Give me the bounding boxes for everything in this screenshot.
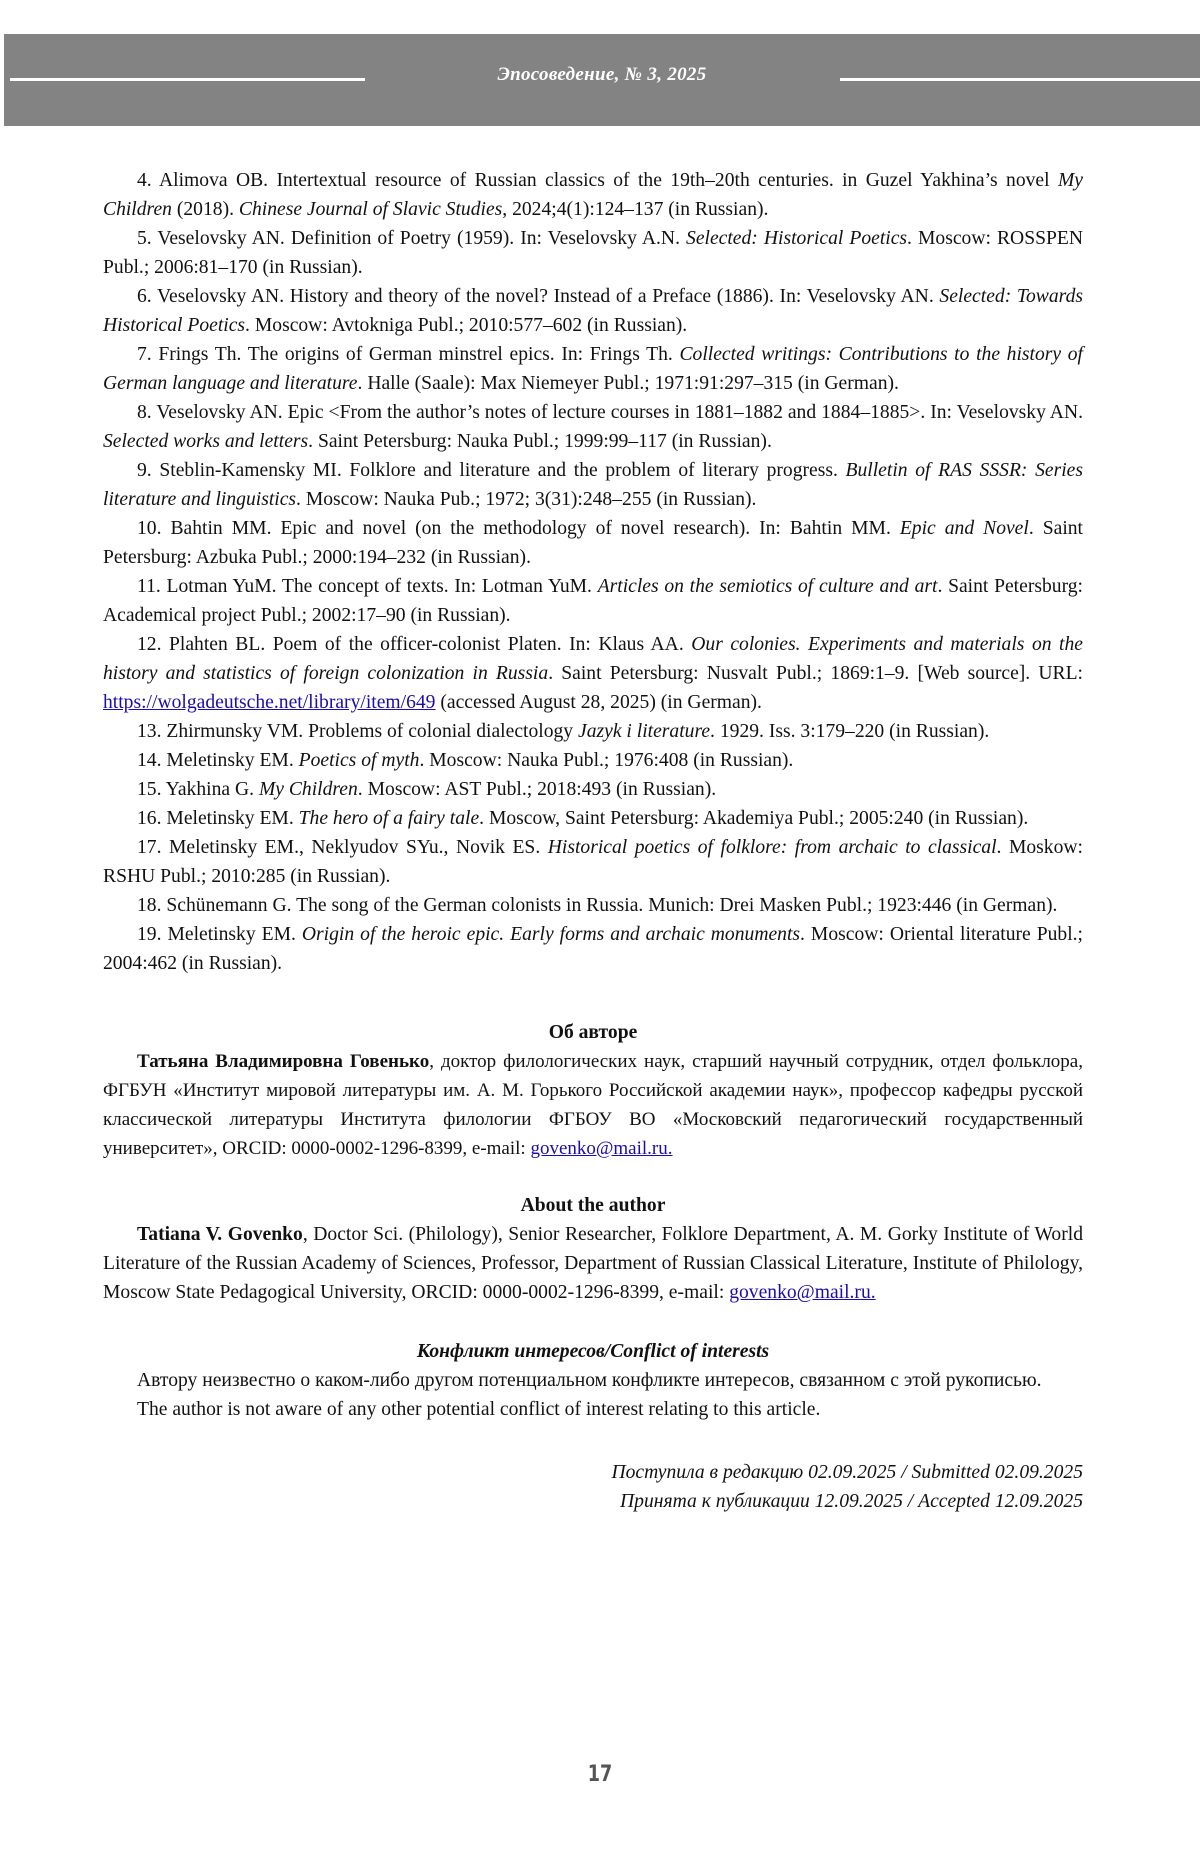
- author-bio-en: , Doctor Sci. (Philology), Senior Researcher, Folklore Department, A. M. Gorky Institute of World Literature of the Russian Academy of Sciences, Professor, Department of Russian Classical Literature, Institute of Philology, Moscow State Pedagogical University, ORCID: 0000-0002-1296-8399, e-mail:: [103, 1224, 1083, 1303]
- about-author-en-text: [103, 1220, 1083, 1307]
- reference-italic-title: Collected writings: Contributions to the history of German language and literature: [103, 344, 1084, 394]
- reference-italic-title: Articles on the semiotics of culture and art: [597, 576, 938, 597]
- about-author-ru: [103, 1018, 1083, 1163]
- reference-item: [103, 833, 1083, 891]
- accepted-date: Принята к публикации 12.09.2025 / Accepted 12.09.2025: [620, 1491, 1083, 1512]
- journal-header-bar: [4, 34, 1200, 126]
- reference-text: , 2024;4(1):124–137 (in Russian).: [502, 199, 769, 220]
- reference-italic-title: The hero of a fairy tale: [298, 808, 480, 829]
- reference-italic-title: My Children: [258, 779, 358, 800]
- header-rule-right: [840, 78, 1200, 81]
- conflict-title: Конфликт интересов/Conflict of interests: [416, 1341, 770, 1362]
- reference-text: 13. Zhirmunsky VM. Problems of colonial dialectology: [137, 721, 578, 742]
- reference-text: 11. Lotman YuM. The concept of texts. In: Lotman YuM.: [137, 576, 598, 597]
- reference-text: 4. Alimova OB. Intertextual resource of Russian classics of the 19th–20th centuries. in Guzel Yakhina’s novel: [137, 170, 1058, 191]
- reference-item: [103, 572, 1083, 630]
- reference-item: [103, 804, 1083, 833]
- reference-item: [103, 891, 1083, 920]
- about-author-ru-title: Об авторе: [548, 1022, 638, 1043]
- author-email-link-en[interactable]: govenko@mail.ru.: [729, 1282, 876, 1303]
- reference-item: [103, 282, 1083, 340]
- reference-item: [103, 166, 1083, 224]
- reference-italic-title: Bulletin of RAS SSSR: Series literature and linguistics: [103, 460, 1083, 510]
- reference-item: [103, 630, 1083, 717]
- reference-italic-title: Historical poetics of folklore: from archaic to classical: [547, 837, 997, 858]
- reference-text: . Saint Petersburg: Azbuka Publ.; 2000:194–232 (in Russian).: [103, 518, 1083, 568]
- reference-text: 15. Yakhina G.: [137, 779, 259, 800]
- reference-text: 7. Frings Th. The origins of German minstrel epics. In: Frings Th.: [137, 344, 680, 365]
- reference-italic-title: Chinese Journal of Slavic Studies: [238, 199, 503, 220]
- reference-text: . Saint Petersburg: Nusvalt Publ.; 1869:1–9. [Web source]. URL:: [548, 663, 1084, 684]
- reference-italic-title: Selected: Towards Historical Poetics: [103, 286, 1083, 336]
- reference-text: 6. Veselovsky AN. History and theory of the novel? Instead of a Preface (1886). In: Veselovsky AN.: [137, 286, 940, 307]
- reference-text: . Moscow: AST Publ.; 2018:493 (in Russian).: [357, 779, 717, 800]
- reference-text: 8. Veselovsky AN. Epic <From the author’s notes of lecture courses in 1881–1882 and 1884–1885>. In: Veselovsky AN.: [137, 402, 1083, 423]
- reference-text: 14. Meletinsky EM.: [137, 750, 299, 771]
- reference-italic-title: Poetics of myth: [298, 750, 420, 771]
- reference-italic-title: Our colonies. Experiments and materials on the history and statistics of foreign colonization in Russia: [103, 634, 1083, 684]
- reference-text: 16. Meletinsky EM.: [137, 808, 299, 829]
- reference-item: [103, 224, 1083, 282]
- page-content: [103, 166, 1083, 1516]
- reference-item: [103, 717, 1083, 746]
- reference-text: . Moscow, Saint Petersburg: Akademiya Publ.; 2005:240 (in Russian).: [479, 808, 1029, 829]
- journal-title: Эпосоведение, № 3, 2025: [497, 64, 707, 85]
- reference-text: (accessed August 28, 2025) (in German).: [435, 692, 762, 713]
- reference-text: . Halle (Saale): Max Niemeyer Publ.; 1971:91:297–315 (in German).: [357, 373, 899, 394]
- reference-item: [103, 340, 1083, 398]
- conflict-text-en: The author is not aware of any other potential conflict of interest relating to this article.: [137, 1399, 821, 1420]
- reference-text: . Moscow: Nauka Publ.; 1976:408 (in Russian).: [419, 750, 794, 771]
- reference-text: 17. Meletinsky EM., Neklyudov SYu., Novik ES.: [137, 837, 548, 858]
- reference-italic-title: Origin of the heroic epic. Early forms and archaic monuments: [301, 924, 801, 945]
- reference-text: . 1929. Iss. 3:179–220 (in Russian).: [710, 721, 990, 742]
- reference-item: [103, 514, 1083, 572]
- conflict-of-interests: [103, 1337, 1083, 1424]
- author-name-en: Tatiana V. Govenko: [137, 1224, 303, 1245]
- reference-text: . Moskow: RSHU Publ.; 2010:285 (in Russian).: [103, 837, 1083, 887]
- about-author-en-title: About the author: [520, 1195, 666, 1216]
- reference-italic-title: Epic and Novel: [899, 518, 1029, 539]
- reference-text: 10. Bahtin MM. Epic and novel (on the methodology of novel research). In: Bahtin MM.: [137, 518, 900, 539]
- reference-item: [103, 920, 1083, 978]
- reference-text: . Moscow: Nauka Pub.; 1972; 3(31):248–255 (in Russian).: [296, 489, 757, 510]
- author-name-ru: Татьяна Владимировна Говенько: [137, 1051, 430, 1072]
- reference-italic-title: My Children: [103, 170, 1083, 220]
- reference-text: 19. Meletinsky EM.: [137, 924, 302, 945]
- reference-text: (2018).: [171, 199, 239, 220]
- author-email-link-ru[interactable]: govenko@mail.ru.: [530, 1138, 673, 1159]
- reference-item: [103, 775, 1083, 804]
- reference-text: 5. Veselovsky AN. Definition of Poetry (1959). In: Veselovsky A.N.: [137, 228, 687, 249]
- reference-text: 18. Schünemann G. The song of the German colonists in Russia. Munich: Drei Masken Publ.; 1923:446 (in German).: [137, 895, 1058, 916]
- submitted-date: Поступила в редакцию 02.09.2025 / Submitted 02.09.2025: [611, 1462, 1083, 1483]
- reference-text: . Saint Petersburg: Academical project Publ.; 2002:17–90 (in Russian).: [103, 576, 1083, 626]
- reference-text: . Saint Petersburg: Nauka Publ.; 1999:99–117 (in Russian).: [308, 431, 772, 452]
- author-bio-ru: , доктор филологических наук, старший научный сотрудник, отдел фольклора, ФГБУН «Институт мировой литературы им. А. М. Горького Российской академии наук», профессор кафедры русской классической литературы Института филологии ФГБОУ ВО «Московский педагогический государственный университет», ORCID: 0000-0002-1296-8399, e-mail:: [103, 1051, 1083, 1159]
- reference-item: [103, 398, 1083, 456]
- reference-url-link[interactable]: https://wolgadeutsche.net/library/item/649: [103, 692, 436, 713]
- reference-text: 9. Steblin-Kamensky MI. Folklore and literature and the problem of literary progress.: [137, 460, 846, 481]
- reference-italic-title: Jazyk i literature: [578, 721, 711, 742]
- reference-italic-title: Selected works and letters: [103, 431, 309, 452]
- reference-text: . Moscow: Avtokniga Publ.; 2010:577–602 (in Russian).: [245, 315, 688, 336]
- reference-item: [103, 456, 1083, 514]
- reference-text: 12. Plahten BL. Poem of the officer-colonist Platen. In: Klaus AA.: [137, 634, 692, 655]
- reference-list: [103, 166, 1083, 978]
- about-author-en: [103, 1191, 1083, 1307]
- reference-text: . Moscow: ROSSPEN Publ.; 2006:81–170 (in Russian).: [103, 228, 1083, 278]
- reference-italic-title: Selected: Historical Poetics: [686, 228, 908, 249]
- conflict-text-ru: Автору неизвестно о каком-либо другом потенциальном конфликте интересов, связанном с этой рукописью.: [137, 1370, 1042, 1391]
- about-author-ru-text: [103, 1047, 1083, 1163]
- reference-item: [103, 746, 1083, 775]
- reference-text: . Moscow: Oriental literature Publ.; 2004:462 (in Russian).: [103, 924, 1083, 974]
- page-number: 17: [587, 1762, 613, 1787]
- article-dates: [103, 1458, 1083, 1516]
